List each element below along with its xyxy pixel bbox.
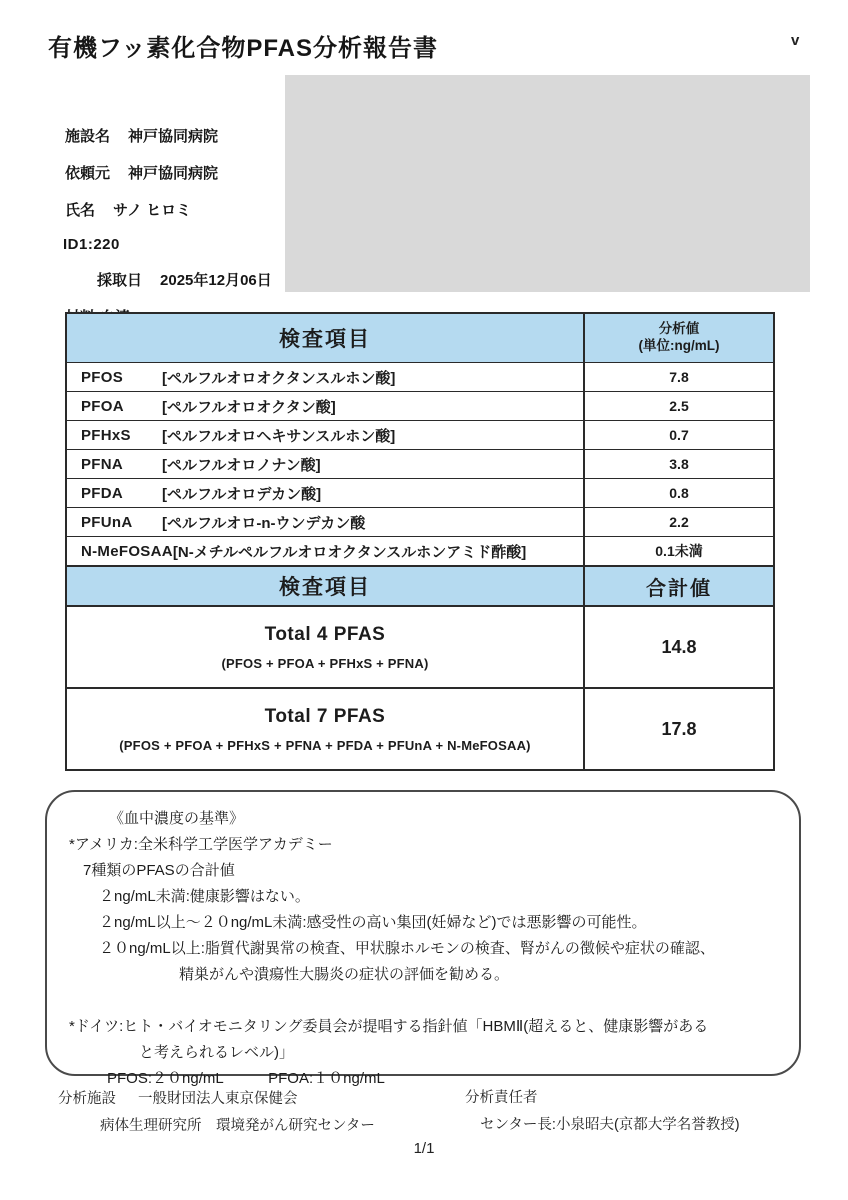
footer — [0, 1086, 848, 1140]
total4-formula: (PFOS + PFOA + PFHxS + PFNA) — [221, 655, 429, 671]
table-row — [67, 420, 773, 449]
notes-over20: ２０ng/mL以上:脂質代謝異常の検査、甲状腺ホルモンの検査、腎がんの徴候や症状の確認、 — [99, 940, 715, 957]
analyte-value: 0.8 — [669, 485, 689, 501]
analyte-code: PFOS — [81, 368, 124, 386]
notes-heading: 《血中濃度の基準》 — [109, 810, 245, 827]
table-row — [67, 362, 773, 391]
facility-value: 神戸協同病院 — [128, 128, 219, 145]
corner-checkmark: v — [791, 32, 800, 49]
total4-value: 14.8 — [661, 636, 697, 657]
notes-germany: *ドイツ:ヒト・バイオモニタリング委員会が提唱する指針値「HBMⅡ(超えると、健康影響がある — [69, 1018, 709, 1035]
total7-value: 17.8 — [661, 718, 697, 739]
totals-header-value-cell: 合計値 — [646, 577, 712, 600]
table-row — [67, 478, 773, 507]
analysis-facility-line2: 病体生理研究所 環境発がん研究センター — [100, 1118, 375, 1134]
analyte-name: [ペルフルオロオクタン酸] — [162, 398, 336, 416]
total7-formula: (PFOS + PFOA + PFHxS + PFNA + PFDA + PFUnA + N-MeFOSAA) — [119, 737, 531, 753]
analyte-value: 7.8 — [669, 369, 689, 385]
notes-seven-pfas: 7種類のPFASの合計値 — [83, 862, 235, 879]
analyte-code: PFHxS — [81, 426, 131, 444]
client-line — [63, 162, 323, 183]
total7-row — [67, 687, 773, 769]
facility-label: 施設名 — [65, 128, 111, 145]
table-row — [67, 391, 773, 420]
notes-under2: ２ng/mL未満:健康影響はない。 — [99, 888, 310, 905]
notes-guideline-values: PFOS:２０ng/mL PFOA:１０ng/mL — [107, 1070, 385, 1087]
patient-info — [63, 125, 323, 327]
analyte-value: 0.1未満 — [655, 543, 703, 559]
redaction-box — [285, 75, 810, 292]
analyte-code: PFDA — [81, 484, 124, 502]
responsible-value: センター長:小泉昭夫(京都大学名誉教授) — [480, 1117, 740, 1133]
analyte-code: PFNA — [81, 455, 124, 473]
analyte-name: [ペルフルオロデカン酸] — [162, 485, 322, 503]
results-table — [65, 312, 775, 771]
analyte-value: 2.2 — [669, 514, 689, 530]
total7-name: Total 7 PFAS — [264, 705, 386, 727]
patient-id: ID1:220 — [63, 236, 120, 253]
table-row — [67, 449, 773, 478]
analysis-facility-value: 一般財団法人東京保健会 — [138, 1091, 298, 1107]
analyte-name: [ペルフルオロ-n-ウンデカン酸 — [162, 514, 366, 532]
header-value-line2: (単位:ng/mL) — [638, 338, 720, 353]
collection-date-value: 2025年12月06日 — [160, 272, 272, 289]
analyte-code: PFUnA — [81, 513, 133, 531]
reference-notes-box — [45, 790, 801, 1087]
analyte-code: N-MeFOSAA — [81, 542, 173, 560]
header-item-cell: 検査項目 — [67, 314, 585, 362]
client-label: 依頼元 — [65, 165, 111, 182]
name-value: サノ ヒロミ — [113, 202, 192, 219]
name-line — [63, 199, 323, 220]
analyte-name: [ペルフルオロノナン酸] — [162, 456, 321, 474]
responsible-label: 分析責任者 — [465, 1090, 538, 1106]
analyte-value: 2.5 — [669, 398, 689, 414]
analyte-name: [N-メチルペルフルオロオクタンスルホンアミド酢酸] — [172, 543, 527, 561]
table-row — [67, 536, 773, 565]
totals-header-item-cell: 検査項目 — [67, 567, 585, 605]
total4-row — [67, 605, 773, 687]
page-number: 1/1 — [413, 1140, 435, 1157]
header-value-cell — [585, 314, 773, 362]
collection-date-line — [63, 269, 323, 290]
table-row — [67, 507, 773, 536]
analysis-facility-label: 分析施設 — [58, 1091, 116, 1107]
notes-over20-cont: 精巣がんや潰瘍性大腸炎の症状の評価を勧める。 — [179, 966, 510, 983]
facility-line — [63, 125, 323, 146]
totals-header-row — [67, 565, 773, 605]
name-label: 氏名 — [65, 202, 96, 219]
analyte-value: 0.7 — [669, 427, 689, 443]
analyte-name: [ペルフルオロオクタンスルホン酸] — [162, 369, 396, 387]
analyte-code: PFOA — [81, 397, 124, 415]
analyte-value: 3.8 — [669, 456, 689, 472]
notes-america: *アメリカ:全米科学工学医学アカデミー — [69, 836, 333, 853]
notes-2to20: ２ng/mL以上～２０ng/mL未満:感受性の高い集団(妊婦など)では悪影響の可能性。 — [99, 914, 647, 931]
total4-name: Total 4 PFAS — [264, 623, 386, 645]
client-value: 神戸協同病院 — [128, 165, 219, 182]
analyte-name: [ペルフルオロヘキサンスルホン酸] — [162, 427, 396, 445]
table-header-row — [67, 314, 773, 362]
collection-date-label: 採取日 — [97, 272, 143, 289]
header-value-line1: 分析値 — [658, 321, 700, 337]
analysis-facility-line — [58, 1086, 848, 1113]
page-title: 有機フッ素化合物PFAS分析報告書 — [48, 35, 439, 62]
notes-germany-cont: と考えられるレベル)」 — [139, 1044, 294, 1061]
